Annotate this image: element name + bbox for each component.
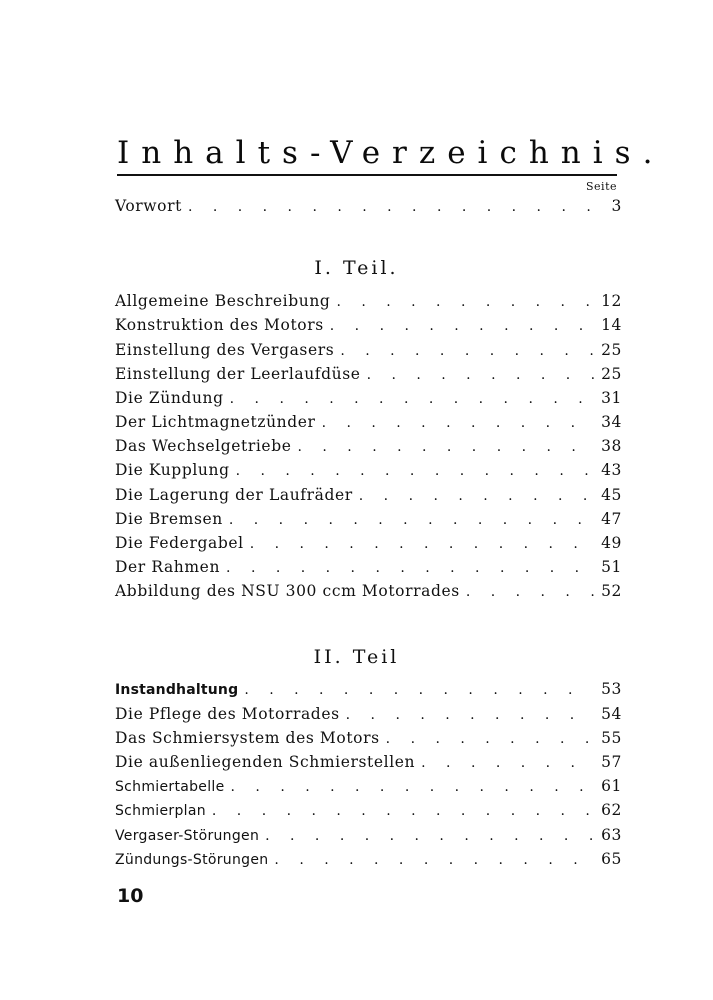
toc-entry xyxy=(115,678,622,700)
toc-entry xyxy=(115,799,622,821)
toc-entry-page: 51 xyxy=(601,558,622,576)
part-2-heading: II. Teil xyxy=(313,646,400,668)
toc-entry-page: 34 xyxy=(601,413,622,431)
toc-entry-label: Die Bremsen xyxy=(115,510,223,528)
toc-entry xyxy=(115,556,622,578)
toc-entry xyxy=(115,459,622,481)
leader-dots xyxy=(244,679,594,701)
toc-entry-label: Die Kupplung xyxy=(115,461,230,479)
title-underline xyxy=(117,174,617,176)
toc-entry xyxy=(115,435,622,457)
toc-entry-label: Die Pflege des Motorrades xyxy=(115,705,340,723)
toc-entry xyxy=(115,775,622,797)
toc-entry xyxy=(115,290,622,312)
toc-entry-page: 31 xyxy=(601,389,622,407)
toc-entry-label: Die Lagerung der Laufräder xyxy=(115,486,353,504)
toc-entry-label: Der Rahmen xyxy=(115,558,221,576)
toc-entry xyxy=(115,824,622,846)
toc-entry-label: Einstellung des Vergasers xyxy=(115,341,335,359)
toc-entry-page: 12 xyxy=(601,292,622,310)
toc-entry-label: Zündungs-Störungen xyxy=(115,852,269,868)
toc-entry-label: Das Wechselgetriebe xyxy=(115,437,292,455)
toc-entry-label: Vergaser-Störungen xyxy=(115,828,260,844)
toc-entry-page: 54 xyxy=(601,705,622,723)
toc-entry-page: 45 xyxy=(601,486,622,504)
page-title: Inhalts-Verzeichnis. xyxy=(117,135,665,171)
toc-entry xyxy=(115,484,622,506)
toc-entry xyxy=(115,411,622,433)
toc-entry-page: 49 xyxy=(601,534,622,552)
leader-dots xyxy=(212,800,594,822)
toc-entry-label: Vorwort xyxy=(115,197,182,215)
leader-dots xyxy=(466,581,594,603)
toc-entry xyxy=(115,848,622,870)
toc-entry-page: 65 xyxy=(601,850,622,868)
toc-entry-page: 25 xyxy=(601,341,622,359)
leader-dots xyxy=(421,752,594,774)
part-1-heading: I. Teil. xyxy=(314,257,399,279)
toc-entry-label: Konstruktion des Motors xyxy=(115,316,324,334)
leader-dots xyxy=(340,340,594,362)
toc-entry xyxy=(115,532,622,554)
toc-entry-page: 55 xyxy=(601,729,622,747)
toc-entry xyxy=(115,751,622,773)
toc-entry-page: 47 xyxy=(601,510,622,528)
toc-entry-vorwort xyxy=(115,195,622,217)
toc-entry xyxy=(115,387,622,409)
toc-entry-label: Instandhaltung xyxy=(115,682,239,698)
leader-dots xyxy=(250,533,594,555)
toc-entry-label: Die außenliegenden Schmierstellen xyxy=(115,753,416,771)
toc-entry-label: Schmierplan xyxy=(115,803,206,819)
toc-entry-page: 62 xyxy=(601,801,622,819)
leader-dots xyxy=(274,849,594,871)
leader-dots xyxy=(230,388,594,410)
leader-dots xyxy=(298,436,595,458)
leader-dots xyxy=(346,704,594,726)
leader-dots xyxy=(229,509,594,531)
toc-entry xyxy=(115,703,622,725)
toc-entry-page: 25 xyxy=(601,365,622,383)
toc-entry-label: Einstellung der Leerlaufdüse xyxy=(115,365,361,383)
leader-dots xyxy=(386,728,594,750)
toc-entry xyxy=(115,363,622,385)
toc-entry-page: 14 xyxy=(601,316,622,334)
leader-dots xyxy=(367,364,594,386)
seite-column-label: Seite xyxy=(586,180,617,193)
toc-entry-label: Die Zündung xyxy=(115,389,224,407)
page-number: 10 xyxy=(117,885,144,907)
toc-entry-page: 63 xyxy=(601,826,622,844)
leader-dots xyxy=(188,196,594,218)
toc-entry-label: Die Federgabel xyxy=(115,534,244,552)
toc-entry-page: 57 xyxy=(601,753,622,771)
leader-dots xyxy=(231,776,594,798)
leader-dots xyxy=(359,485,594,507)
toc-entry-label: Allgemeine Beschreibung xyxy=(115,292,331,310)
leader-dots xyxy=(226,557,594,579)
toc-entry xyxy=(115,508,622,530)
toc-entry-page: 52 xyxy=(601,582,622,600)
toc-entry-page: 61 xyxy=(601,777,622,795)
leader-dots xyxy=(236,460,594,482)
toc-entry xyxy=(115,727,622,749)
leader-dots xyxy=(336,291,594,313)
toc-entry-page: 38 xyxy=(601,437,622,455)
toc-entry-label: Der Lichtmagnetzünder xyxy=(115,413,316,431)
toc-entry-label: Schmiertabelle xyxy=(115,779,225,795)
toc-entry-page: 43 xyxy=(601,461,622,479)
leader-dots xyxy=(330,315,594,337)
toc-entry-page: 3 xyxy=(611,197,622,215)
toc-entry xyxy=(115,314,622,336)
leader-dots xyxy=(265,825,594,847)
toc-entry-label: Das Schmiersystem des Motors xyxy=(115,729,380,747)
toc-entry-page: 53 xyxy=(601,680,622,698)
toc-entry xyxy=(115,580,622,602)
toc-entry xyxy=(115,339,622,361)
toc-entry-label: Abbildung des NSU 300 ccm Motorrades xyxy=(115,582,460,600)
leader-dots xyxy=(322,412,594,434)
